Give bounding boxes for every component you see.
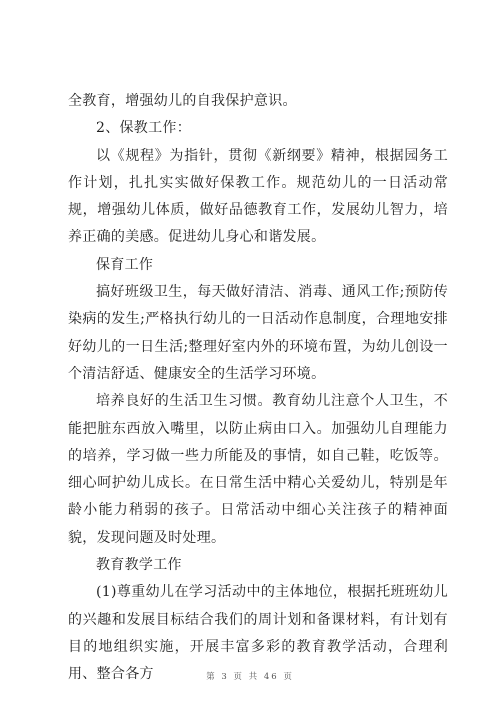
paragraph-care-education-intro: 以《规程》为指针，贯彻《新纲要》精神，根据园务工作计划，扎扎实实做好保教工作。规范幼儿的一日活动常规，增强幼儿体质，做好品德教育工作，发展幼儿智力，培养正确的美感。促进幼儿身心和谐发展。 bbox=[68, 147, 448, 246]
page-number-footer: 第 3 页 共 46 页 bbox=[206, 672, 294, 682]
document-body bbox=[68, 88, 448, 689]
paragraph-hygiene: 搞好班级卫生，每天做好清洁、消毒、通风工作;预防传染病的发生;严格执行幼儿的一日活动作息制度，合理地安排好幼儿的一日生活;整理好室内外的环境布置，为幼儿创设一个清洁舒适、健康安全的生活学习环境。 bbox=[68, 284, 448, 382]
subheading-childcare-work: 保育工作 bbox=[96, 256, 154, 273]
subheading-teaching-work: 教育教学工作 bbox=[96, 557, 182, 574]
paragraph-continuation: 全教育，增强幼儿的自我保护意识。 bbox=[68, 93, 297, 109]
paragraph-teaching-item-1: (1)尊重幼儿在学习活动中的主体地位，根据托班班幼儿的兴趣和发展目标结合我们的周计划和备课材料，有计划有目的地组织实施，开展丰富多彩的教育教学活动，合理利用、整合各方 bbox=[68, 584, 448, 683]
section-heading-care-education: 2、保教工作： bbox=[96, 120, 192, 137]
paragraph-habits: 培养良好的生活卫生习惯。教育幼儿注意个人卫生，不能把脏东西放入嘴里，以防止病由口入。加强幼儿自理能力的培养，学习做一些力所能及的事情，如自己鞋，吃饭等。细心呵护幼儿成长。在日常生活中精心关爱幼儿，特别是年龄小能力稍弱的孩子。日常活动中细心关注孩子的精神面貌，发现问题及时处理。 bbox=[68, 393, 448, 546]
